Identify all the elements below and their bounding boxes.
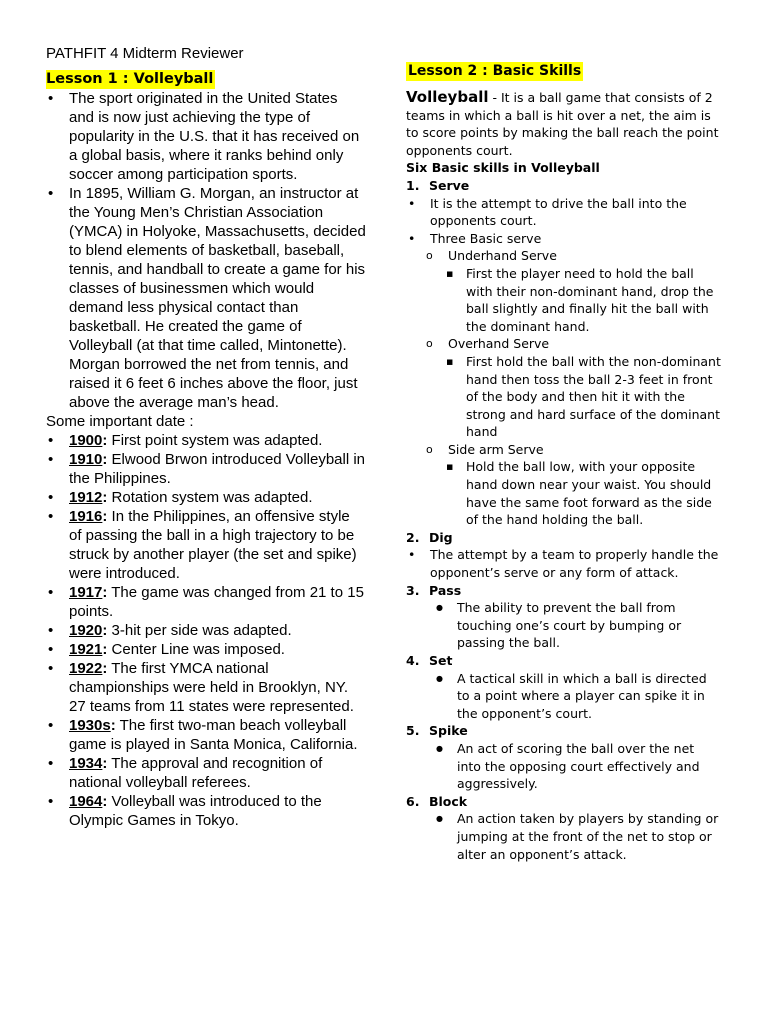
skill-heading: [406, 652, 722, 670]
date-year: 1900: [69, 432, 103, 449]
date-text: The game was changed from 21 to 15 points.: [69, 584, 364, 620]
skill-number: 1.: [406, 177, 420, 193]
date-year: 1934: [69, 755, 103, 772]
skill-number: 3.: [406, 582, 420, 598]
date-text: Volleyball was introduced to the Olympic Games in Tokyo.: [69, 793, 322, 829]
definition-text: - It is a ball game that consists of 2 teams in which a ball is hit over a net, the aim is to score points by making the ball reach the point opponents court.: [406, 90, 719, 158]
skill-number: 6.: [406, 793, 420, 809]
date-text: First point system was adapted.: [107, 432, 323, 449]
skill-name: Block: [429, 793, 468, 809]
lesson2-heading: Lesson 2 : Basic Skills: [408, 63, 582, 79]
definition-term: Volleyball: [406, 88, 489, 106]
date-year: 1912: [69, 489, 103, 506]
serve-type-name: o Side arm Serve: [406, 441, 722, 459]
lesson1-heading: Lesson 1 : Volleyball: [46, 71, 214, 87]
skills-list: [406, 529, 722, 863]
date-text: Center Line was imposed.: [107, 641, 285, 658]
serve-type-description: ▪ First the player need to hold the ball with their non-dominant hand, drop the ball slightly and finally hit the ball with the dominant hand.: [406, 265, 722, 335]
date-item: • 1900: First point system was adapted.: [46, 431, 366, 450]
lesson1-paragraph: • The sport originated in the United States and is now just achieving the type of popularity in the U.S. that it has received on a global basis, where it ranks behind only soccer among participation sports.: [46, 89, 366, 184]
skill-description: ● A tactical skill in which a ball is directed to a point where a player can spike it in the opponent’s court.: [406, 670, 722, 723]
date-text: Rotation system was adapted.: [107, 489, 313, 506]
date-year: 1921: [69, 641, 103, 658]
skill-heading-serve: [406, 177, 722, 195]
skill-description: • The attempt by a team to properly handle the opponent’s serve or any form of attack.: [406, 546, 722, 581]
date-year: 1922: [69, 660, 103, 677]
date-text: The first YMCA national championships were held in Brooklyn, NY. 27 teams from 11 states were represented.: [69, 660, 354, 715]
serve-type-description: ▪ First hold the ball with the non-dominant hand then toss the ball 2-3 feet in front of the body and then hit it with the strong and hard surface of the dominant hand: [406, 353, 722, 441]
important-dates-list: [46, 431, 366, 830]
right-column: [406, 62, 722, 863]
skill-name: Serve: [429, 177, 470, 193]
date-text: The approval and recognition of national volleyball referees.: [69, 755, 323, 791]
skill-description: ● An act of scoring the ball over the net into the opposing court effectively and aggressively.: [406, 740, 722, 793]
date-item: • 1910: Elwood Brwon introduced Volleyball in the Philippines.: [46, 450, 366, 488]
date-item: • 1934: The approval and recognition of national volleyball referees.: [46, 754, 366, 792]
date-text: The first two-man beach volleyball game is played in Santa Monica, California.: [69, 717, 358, 753]
important-dates-label: Some important date :: [46, 413, 194, 430]
skill-heading: [406, 793, 722, 811]
volleyball-definition: [406, 89, 722, 159]
serve-type-description: ▪ Hold the ball low, with your opposite hand down near your waist. You should have the same foot forward as the side of the hand holding the ball.: [406, 458, 722, 528]
skill-heading: [406, 529, 722, 547]
skill-heading: [406, 722, 722, 740]
skill-number: 4.: [406, 653, 420, 668]
date-item: • 1917: The game was changed from 21 to 15 points.: [46, 583, 366, 621]
date-year: 1930s: [69, 717, 111, 734]
date-year: 1916: [69, 508, 103, 525]
serve-definition: • It is the attempt to drive the ball into the opponents court.: [406, 195, 722, 230]
date-item: • 1922: The first YMCA national championships were held in Brooklyn, NY. 27 teams from 11 states were represented.: [46, 659, 366, 716]
skill-name: Set: [429, 653, 453, 668]
skill-description: ● The ability to prevent the ball from touching one’s court by bumping or passing the ball.: [406, 599, 722, 652]
date-item: • 1930s: The first two-man beach volleyball game is played in Santa Monica, California.: [46, 716, 366, 754]
skill-number: 5.: [406, 723, 420, 739]
three-basic-serve-label: • Three Basic serve: [406, 230, 722, 248]
left-column: [46, 44, 366, 830]
skill-number: 2.: [406, 529, 420, 545]
date-item: • 1920: 3-hit per side was adapted.: [46, 621, 366, 640]
skill-name: Pass: [429, 582, 462, 598]
skill-heading: [406, 582, 722, 600]
lesson1-paragraph: • In 1895, William G. Morgan, an instructor at the Young Men’s Christian Association (YMCA) in Holyoke, Massachusetts, decided to blend elements of basketball, baseball, tennis, and handball to create a game for his classes of businessmen which would demand less physical contact than basketball. He created the game of Volleyball (at that time called, Mintonette). Morgan borrowed the net from tennis, and raised it 6 feet 6 inches above the floor, just above the average man’s head.: [46, 184, 366, 412]
date-year: 1964: [69, 793, 103, 810]
date-text: Elwood Brwon introduced Volleyball in the Philippines.: [69, 451, 366, 487]
skill-name: Dig: [429, 529, 453, 545]
date-year: 1910: [69, 451, 103, 468]
document-title: PATHFIT 4 Midterm Reviewer: [46, 45, 244, 62]
lesson1-intro-list: [46, 89, 366, 412]
date-year: 1917: [69, 584, 103, 601]
serve-type-name: o Overhand Serve: [406, 335, 722, 353]
skills-subheading: Six Basic skills in Volleyball: [406, 160, 600, 176]
date-item: • 1921: Center Line was imposed.: [46, 640, 366, 659]
date-year: 1920: [69, 622, 103, 639]
serve-types-list: [406, 247, 722, 529]
date-item: • 1916: In the Philippines, an offensive style of passing the ball in a high trajectory to be struck by another player (the set and spike) were introduced.: [46, 507, 366, 583]
date-text: 3-hit per side was adapted.: [107, 622, 292, 639]
serve-type-name: o Underhand Serve: [406, 247, 722, 265]
skill-name: Spike: [429, 723, 468, 739]
date-item: • 1964: Volleyball was introduced to the Olympic Games in Tokyo.: [46, 792, 366, 830]
skill-description: ● An action taken by players by standing or jumping at the front of the net to stop or alter an opponent’s attack.: [406, 810, 722, 863]
date-text: In the Philippines, an offensive style of passing the ball in a high trajectory to be struck by another player (the set and spike) were introduced.: [69, 508, 357, 582]
date-item: • 1912: Rotation system was adapted.: [46, 488, 366, 507]
